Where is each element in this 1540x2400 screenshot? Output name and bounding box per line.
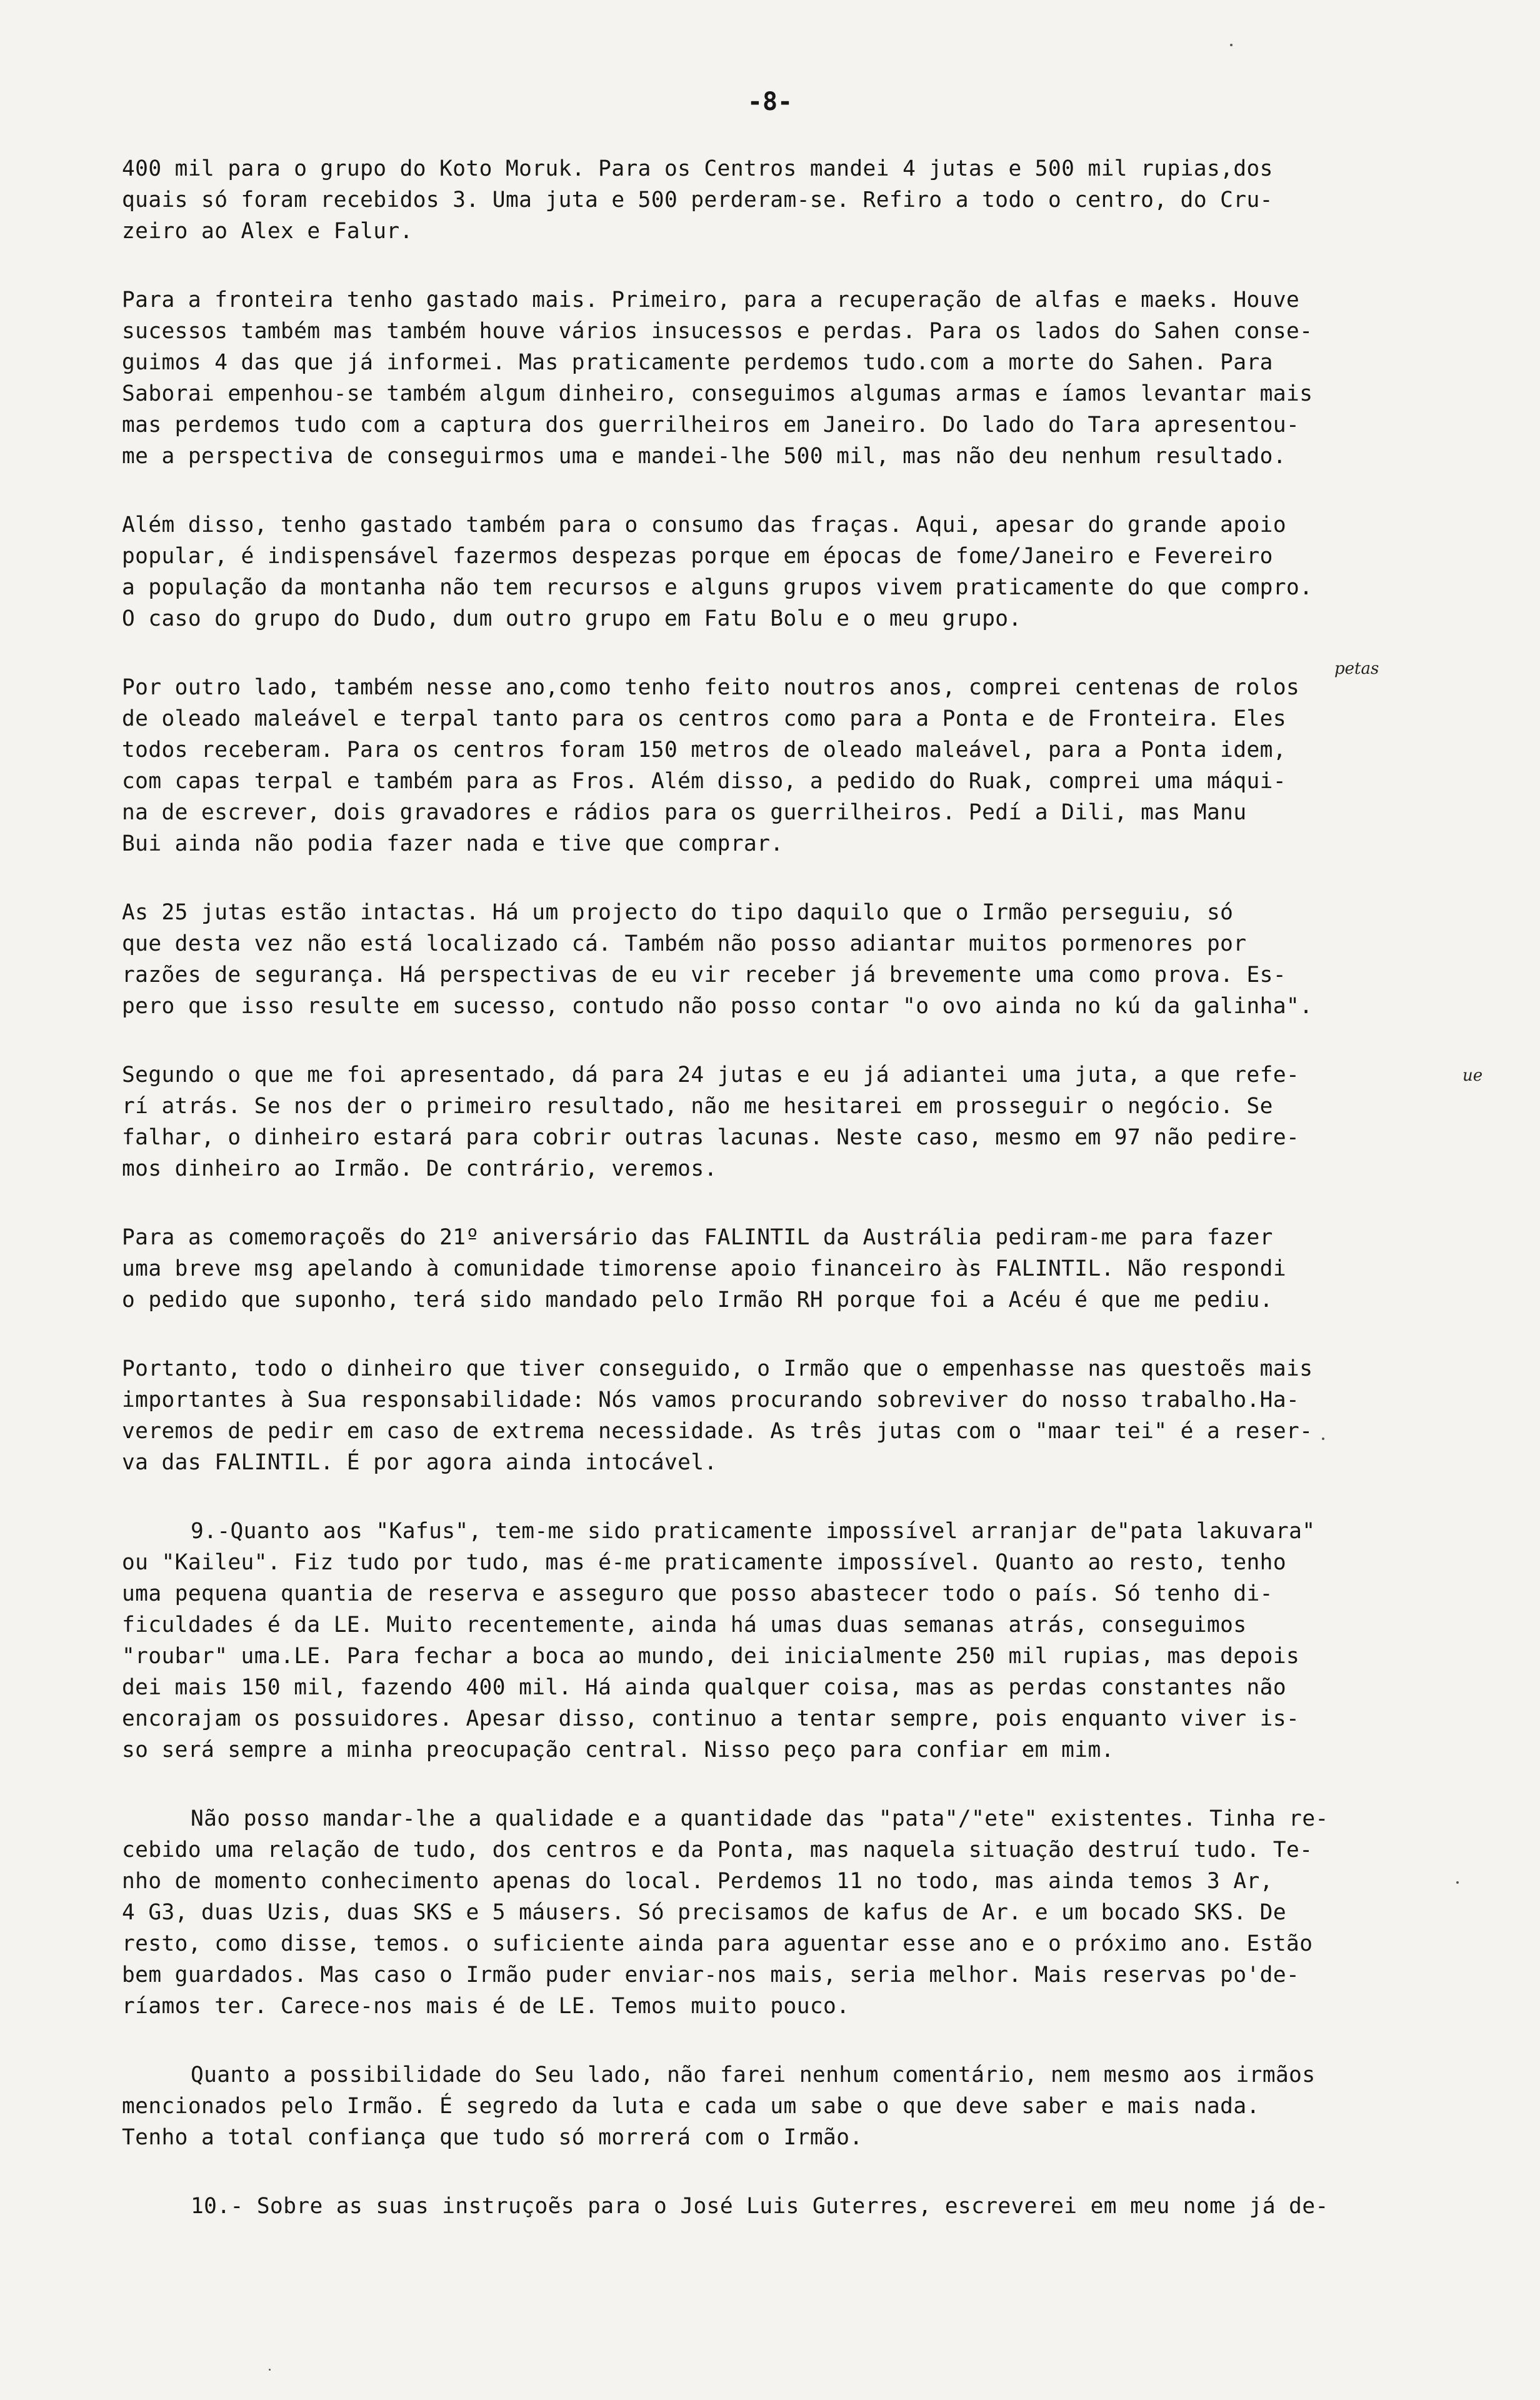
text-line: guimos 4 das que já informei. Mas praticamente perdemos tudo.com a morte do Sahen. Para (122, 350, 1273, 375)
text-line: de oleado maleável e terpal tanto para os centros como para a Ponta e de Fronteira. Eles (122, 706, 1287, 731)
text-line: Bui ainda não podia fazer nada e tive que comprar. (122, 831, 784, 856)
text-line: ficuldades é da LE. Muito recentemente, ainda há umas duas semanas atrás, conseguimos (122, 1612, 1247, 1638)
text-line: pero que isso resulte em sucesso, contudo não posso contar "o ovo ainda no kú da galinha". (122, 994, 1313, 1019)
paragraph (122, 1222, 1472, 1316)
text-line: razões de segurança. Há perspectivas de eu vir receber já brevemente uma como prova. Es- (122, 962, 1287, 988)
letter-body (122, 153, 1472, 2259)
text-line: me a perspectiva de conseguirmos uma e mandei-lhe 500 mil, mas não deu nenhum resultado. (122, 444, 1287, 469)
page-number: -8- (747, 88, 793, 116)
text-line: importantes à Sua responsabilidade: Nós vamos procurando sobreviver do nosso trabalho.Ha- (122, 1388, 1300, 1412)
text-line: Segundo o que me foi apresentado, dá para 24 jutas e eu já adiantei uma juta, a que refe- (122, 1062, 1300, 1088)
text-line: Para a fronteira tenho gastado mais. Primeiro, para a recuperação de alfas e maeks. Houve (122, 288, 1300, 312)
text-line: falhar, o dinheiro estará para cobrir outras lacunas. Neste caso, mesmo em 97 não pedire- (122, 1125, 1300, 1150)
paragraph (122, 672, 1472, 859)
text-line: As 25 jutas estão intactas. Há um projecto do tipo daquilo que o Irmão perseguiu, só (122, 900, 1234, 925)
text-line: uma pequena quantia de reserva e asseguro que posso abastecer todo o país. Só tenho di- (122, 1581, 1273, 1606)
text-line: Para as comemoraçoẽs do 21º aniversário das FALINTIL da Austrália pediram-me para fazer (122, 1225, 1273, 1250)
text-line: com capas terpal e também para as Fros. Além disso, a pedido do Ruak, comprei uma máqui- (122, 769, 1287, 794)
text-line: Quanto a possibilidade do Seu lado, não farei nenhum comentário, nem mesmo aos irmãos (191, 2062, 1316, 2088)
paragraph (122, 1803, 1472, 2022)
text-line: nho de momento conhecimento apenas do local. Perdemos 11 no todo, mas ainda temos 3 Ar, (122, 1869, 1273, 1894)
text-line: mencionados pelo Irmão. É segredo da luta e cada um sabe o que deve saber e mais nada. (122, 2094, 1260, 2119)
text-line: quais só foram recebidos 3. Uma juta e 500 perderam-se. Refiro a todo o centro, do Cru- (122, 188, 1273, 212)
handwritten-annotation: ue (1462, 1066, 1483, 1085)
text-line: Saborai empenhou-se também algum dinheiro, conseguimos algumas armas e íamos levantar mais (122, 381, 1313, 406)
text-line: na de escrever, dois gravadores e rádios para os guerrilheiros. Pedí a Dili, mas Manu (122, 800, 1247, 825)
text-line: rí atrás. Se nos der o primeiro resultado, não me hesitarei em prosseguir o negócio. Se (122, 1094, 1273, 1119)
text-line: ou "Kaileu". Fiz tudo por tudo, mas é-me praticamente impossível. Quanto ao resto, tenho (122, 1550, 1287, 1575)
text-line: ríamos ter. Carece-nos mais é de LE. Temos muito pouco. (122, 1994, 850, 2019)
paragraph (122, 2191, 1472, 2222)
paragraph (122, 1059, 1472, 1184)
text-line: 9.-Quanto aos "Kafus", tem-me sido praticamente impossível arranjar de"pata lakuvara" (191, 1519, 1316, 1544)
paragraph (122, 509, 1472, 634)
text-line: Além disso, tenho gastado também para o consumo das fraças. Aqui, apesar do grande apoio (122, 512, 1287, 538)
paragraph (122, 1516, 1472, 1766)
text-line: mas perdemos tudo com a captura dos guerrilheiros em Janeiro. Do lado do Tara apresentou- (122, 412, 1300, 438)
text-line: a população da montanha não tem recursos e alguns grupos vivem praticamente do que compro. (122, 575, 1313, 600)
text-line: O caso do grupo do Dudo, dum outro grupo em Fatu Bolu e o meu grupo. (122, 606, 1022, 631)
text-line: dei mais 150 mil, fazendo 400 mil. Há ainda qualquer coisa, mas as perdas constantes não (122, 1675, 1287, 1700)
text-line: bem guardados. Mas caso o Irmão puder enviar-nos mais, seria melhor. Mais reservas po'de- (122, 1962, 1300, 1988)
text-line: resto, como disse, temos. o suficiente ainda para aguentar esse ano e o próximo ano. Estão (122, 1931, 1313, 1956)
text-line: popular, é indispensável fazermos despezas porque em épocas de fome/Janeiro e Fevereiro (122, 544, 1273, 569)
text-line: 400 mil para o grupo do Koto Moruk. Para os Centros mandei 4 jutas e 500 mil rupias,dos (122, 156, 1273, 181)
paragraph (122, 897, 1472, 1022)
text-line: va das FALINTIL. É por agora ainda intocável. (122, 1450, 718, 1475)
text-line: o pedido que suponho, terá sido mandado pelo Irmão RH porque foi a Acéu é que me pediu. (122, 1288, 1273, 1312)
paragraph (122, 284, 1472, 472)
paragraph (122, 2059, 1472, 2153)
text-line: uma breve msg apelando à comunidade timorense apoio financeiro às FALINTIL. Não respondi (122, 1256, 1287, 1281)
text-line: 4 G3, duas Uzis, duas SKS e 5 máusers. Só precisamos de kafus de Ar. e um bocado SKS. De (122, 1900, 1287, 1925)
text-line: veremos de pedir em caso de extrema necessidade. As três jutas com o "maar tei" é a reser- (122, 1419, 1313, 1444)
paragraph (122, 1353, 1472, 1478)
text-line: Por outro lado, também nesse ano,como tenho feito noutros anos, comprei centenas de rolos (122, 675, 1300, 700)
text-line: sucessos também mas também houve vários insucessos e perdas. Para os lados do Sahen conse- (122, 319, 1313, 344)
text-line: zeiro ao Alex e Falur. (122, 219, 413, 244)
text-line: todos receberam. Para os centros foram 150 metros de oleado maleável, para a Ponta idem, (122, 738, 1287, 762)
text-line: Tenho a total confiança que tudo só morrerá com o Irmão. (122, 2125, 863, 2150)
handwritten-annotation: petas (1334, 659, 1379, 678)
scan-speck (1230, 44, 1232, 46)
text-line: que desta vez não está localizado cá. Também não posso adiantar muitos pormenores por (122, 931, 1247, 956)
text-line: mos dinheiro ao Irmão. De contrário, veremos. (122, 1156, 718, 1181)
text-line: 10.- Sobre as suas instruçoẽs para o José Luis Guterres, escreverei em meu nome já de- (191, 2194, 1329, 2219)
text-line: so será sempre a minha preocupação central. Nisso peço para confiar em mim. (122, 1738, 1114, 1762)
text-line: Portanto, todo o dinheiro que tiver conseguido, o Irmão que o empenhasse nas questoẽs mais (122, 1356, 1313, 1381)
text-line: Não posso mandar-lhe a qualidade e a quantidade das "pata"/"ete" existentes. Tinha re- (191, 1806, 1329, 1831)
scan-speck (269, 2369, 271, 2371)
text-line: encorajam os possuidores. Apesar disso, continuo a tentar sempre, pois enquanto viver is- (122, 1706, 1300, 1731)
paragraph (122, 153, 1472, 247)
text-line: "roubar" uma.LE. Para fechar a boca ao mundo, dei inicialmente 250 mil rupias, mas depois (122, 1644, 1300, 1669)
text-line: cebido uma relação de tudo, dos centros e da Ponta, mas naquela situação destruí tudo. Te- (122, 1838, 1313, 1862)
